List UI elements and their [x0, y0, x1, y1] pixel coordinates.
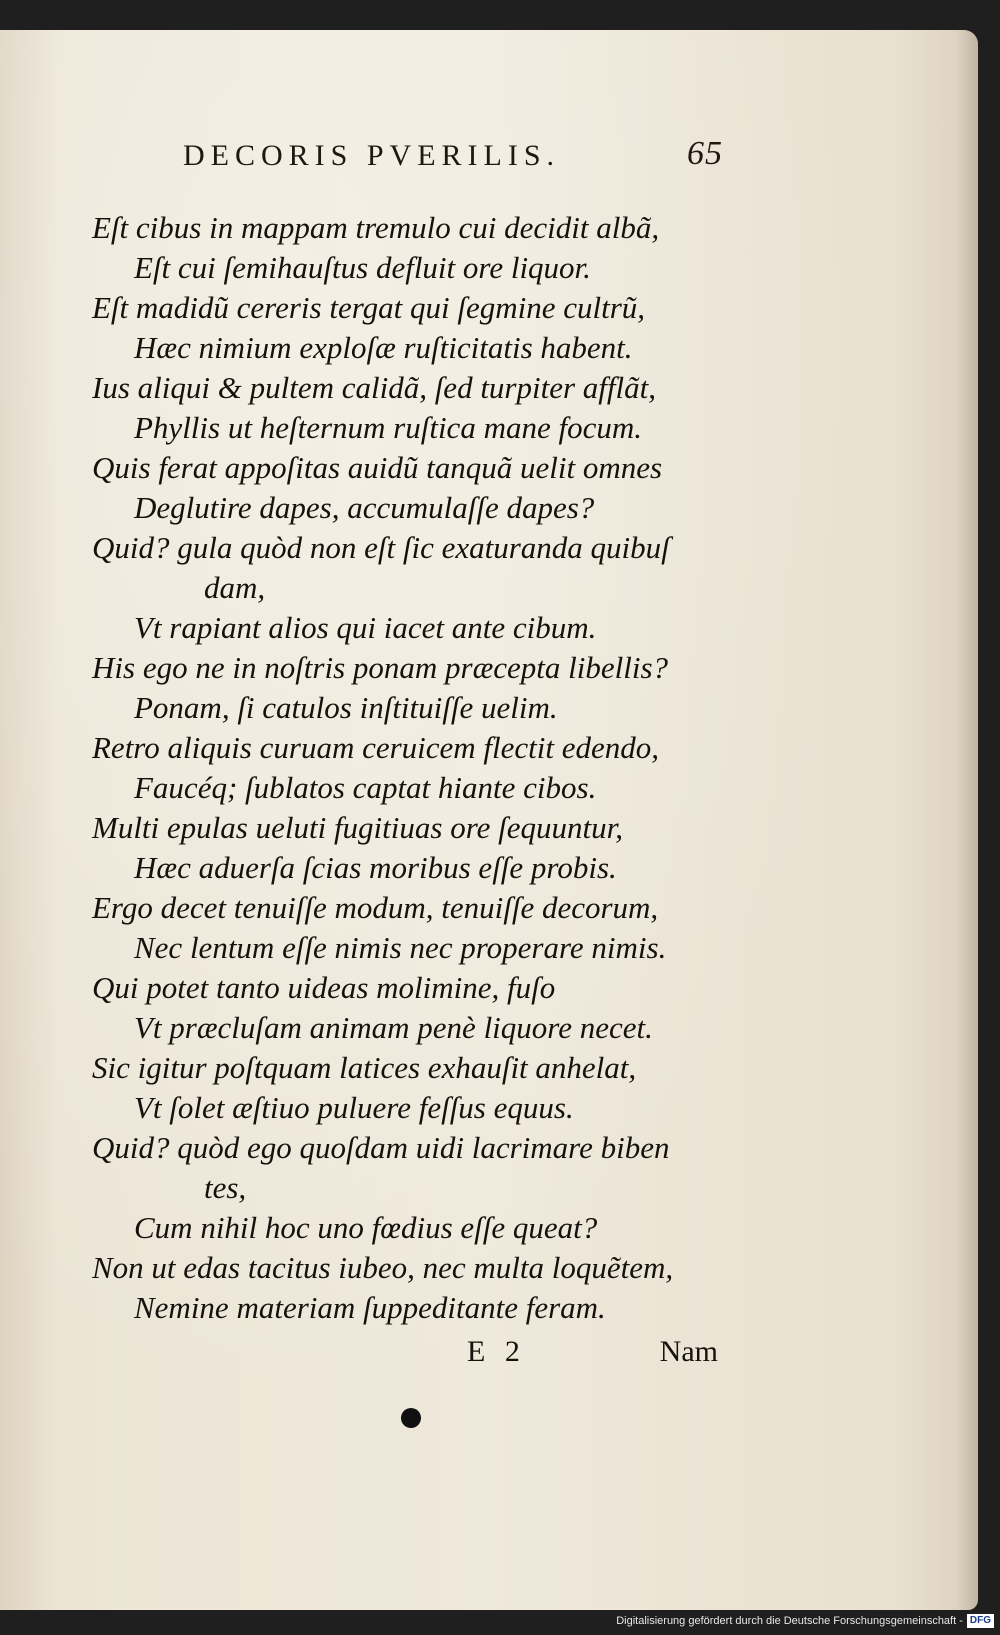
book-page — [0, 30, 978, 1610]
catchword: Nam — [659, 1335, 718, 1368]
credit-text: Digitalisierung gefördert durch die Deutsche Forschungsgemeinschaft - — [616, 1615, 963, 1627]
verse-line: Vt ſolet æſtiuo puluere feſſus equus. — [134, 1090, 574, 1125]
running-header — [183, 135, 723, 185]
verse-line: Eſt madidũ cereris tergat qui ſegmine cultrũ, — [92, 290, 646, 325]
verse-line: Non ut edas tacitus iubeo, nec multa loquẽtem, — [92, 1250, 674, 1285]
verse-line: His ego ne in noſtris ponam præcepta libellis? — [92, 650, 669, 685]
verse-line: Vt rapiant alios qui iacet ante cibum. — [134, 610, 597, 645]
verse-line: Ius aliqui & pultem calidã, ſed turpiter afflãt, — [92, 370, 656, 405]
verse-line: Eſt cibus in mappam tremulo cui decidit albã, — [92, 210, 660, 245]
verse-line: Nec lentum eſſe nimis nec properare nimis. — [134, 930, 667, 965]
digitization-credit — [616, 1613, 994, 1629]
verse-line: Quid? quòd ego quoſdam uidi lacrimare biben — [92, 1130, 670, 1165]
verse-line: Sic igitur poſtquam latices exhauſit anhelat, — [92, 1050, 637, 1085]
verse-line: Deglutire dapes, accumulaſſe dapes? — [134, 490, 595, 525]
verse-line: Quis ferat appoſitas auidũ tanquã uelit omnes — [92, 450, 663, 485]
page-footer — [92, 1335, 732, 1379]
running-title: DECORIS PVERILIS. — [183, 139, 561, 172]
signature-mark: E 2 — [467, 1335, 526, 1368]
verse-line: Quid? gula quòd non eſt ſic exaturanda quibuſ — [92, 530, 670, 565]
ink-dot — [401, 1408, 421, 1428]
dfg-logo: DFG — [967, 1614, 994, 1628]
page-number: 65 — [687, 135, 723, 172]
verse-line: Hæc aduerſa ſcias moribus eſſe probis. — [134, 850, 617, 885]
verse-line: Vt præcluſam animam penè liquore necet. — [134, 1010, 653, 1045]
verse-line: Phyllis ut heſternum ruſtica mane focum. — [134, 410, 642, 445]
verse-line: Faucéq; ſublatos captat hiante cibos. — [134, 770, 597, 805]
verse-line: Ergo decet tenuiſſe modum, tenuiſſe decorum, — [92, 890, 659, 925]
verse-text — [92, 208, 732, 1328]
verse-line: Qui potet tanto uideas molimine, fuſo — [92, 970, 556, 1005]
verse-line: Multi epulas ueluti fugitiuas ore ſequuntur, — [92, 810, 623, 845]
verse-line: Retro aliquis curuam ceruicem flectit edendo, — [92, 730, 660, 765]
verse-line: Nemine materiam ſuppeditante feram. — [134, 1290, 606, 1325]
verse-line: Eſt cui ſemihauſtus defluit ore liquor. — [134, 250, 591, 285]
verse-line: tes, — [204, 1170, 247, 1205]
page-edge-shadow — [956, 30, 978, 1610]
verse-line: dam, — [204, 570, 266, 605]
verse-line: Hæc nimium exploſæ ruſticitatis habent. — [134, 330, 633, 365]
verse-line: Cum nihil hoc uno fœdius eſſe queat? — [134, 1210, 598, 1245]
verse-line: Ponam, ſi catulos inſtituiſſe uelim. — [134, 690, 558, 725]
